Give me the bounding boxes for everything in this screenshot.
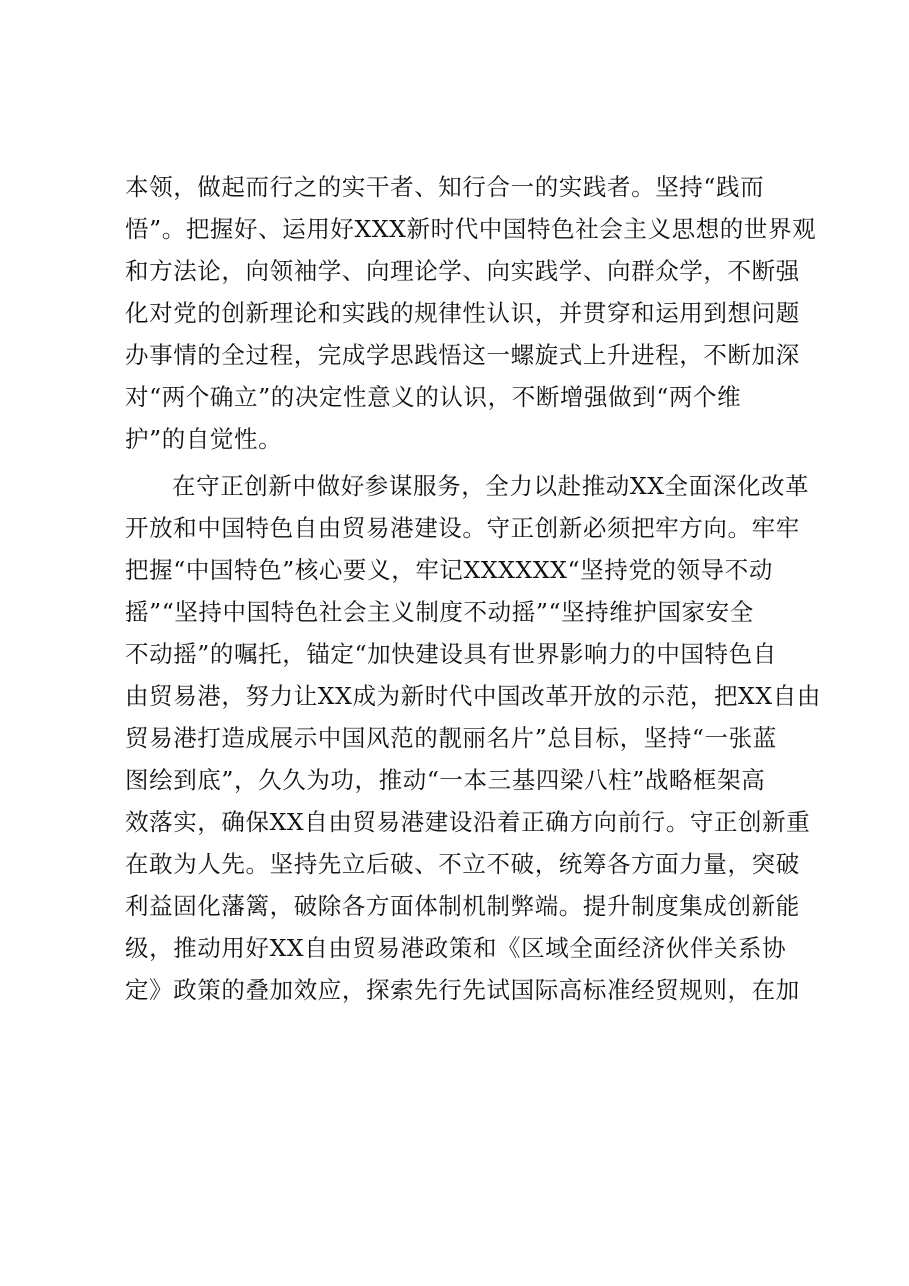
paragraph-2-line: 摇”“坚持中国特色社会主义制度不动摇”“坚持维护国家安全 [125,598,754,626]
paragraph-2-line: 把握“中国特色”核心要义，牢记XXXXXX“坚持党的领导不动 [125,556,773,584]
paragraph-1-line: 办事情的全过程，完成学思践悟这一螺旋式上升进程，不断加深 [125,341,800,369]
paragraph-2-line: 利益固化藩篱，破除各方面体制机制弊端。提升制度集成创新能 [125,892,800,920]
paragraph-2-line: 在敢为人先。坚持先立后破、不立不破，统筹各方面力量，突破 [125,850,800,878]
paragraph-2-line: 由贸易港，努力让XX成为新时代中国改革开放的示范，把XX自由 [125,682,821,710]
paragraph-2-line: 在守正创新中做好参谋服务，全力以赴推动XX全面深化改革 [172,472,810,500]
paragraph-2-line: 不动摇”的嘱托，锚定“加快建设具有世界影响力的中国特色自 [125,640,777,668]
paragraph-1-line: 化对党的创新理论和实践的规律性认识，并贯穿和运用到想问题 [125,299,800,327]
paragraph-2-line: 级，推动用好XX自由贸易港政策和《区域全面经济伙伴关系协 [125,934,787,962]
paragraph-1-line: 对“两个确立”的决定性意义的认识，不断增强做到“两个维 [125,383,742,411]
paragraph-2-line: 贸易港打造成展示中国风范的靓丽名片”总目标，坚持“一张蓝 [125,724,777,752]
paragraph-2-line: 定》政策的叠加效应，探索先行先试国际高标准经贸规则，在加 [125,976,800,1004]
paragraph-2-line: 图绘到底”，久久为功，推动“一本三基四梁八柱”战略框架高 [125,766,766,794]
paragraph-2-line: 开放和中国特色自由贸易港建设。守正创新必须把牢方向。牢牢 [125,514,800,542]
paragraph-1-line: 本领，做起而行之的实干者、知行合一的实践者。坚持“践而 [125,173,765,201]
paragraph-1-line: 护”的自觉性。 [125,425,283,453]
paragraph-1-line: 和方法论，向领袖学、向理论学、向实践学、向群众学，不断强 [125,257,800,285]
paragraph-2-line: 效落实，确保XX自由贸易港建设沿着正确方向前行。守正创新重 [125,808,811,836]
paragraph-1-line: 悟”。把握好、运用好XXX新时代中国特色社会主义思想的世界观 [125,215,817,243]
